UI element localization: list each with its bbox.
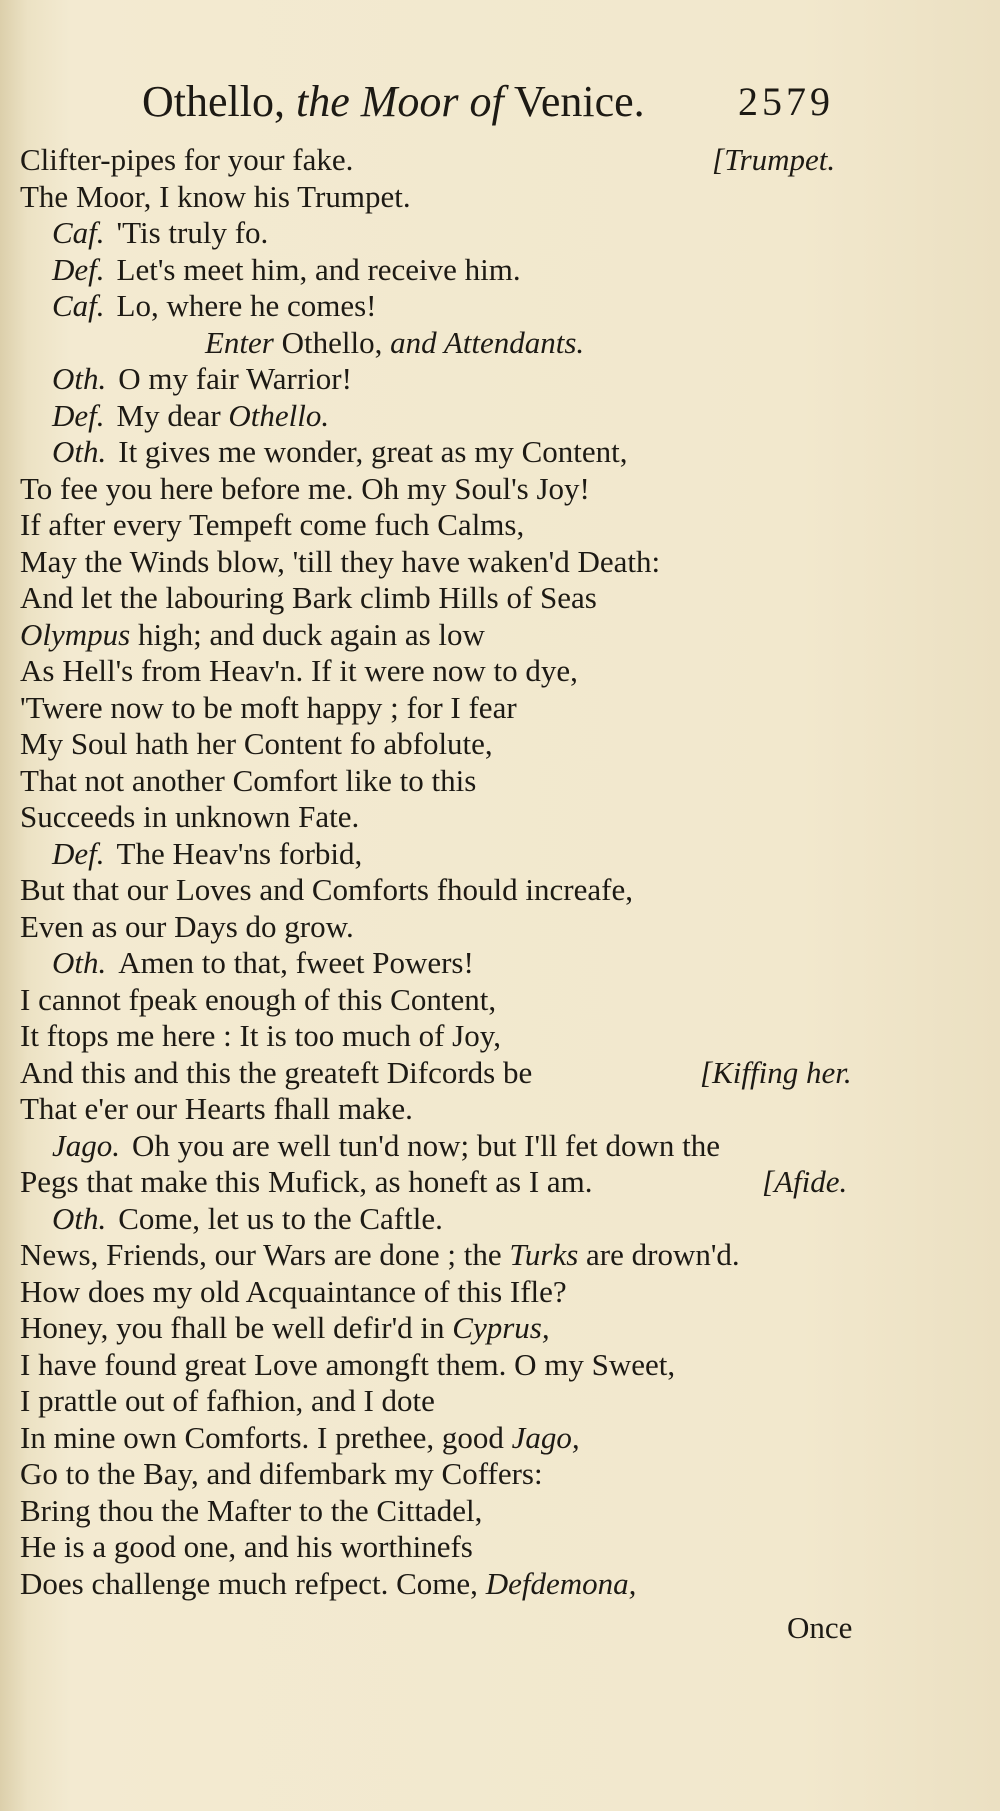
line-content: [20, 799, 359, 836]
line-content: [20, 1493, 482, 1530]
line-text: Even as our Days do grow.: [20, 908, 354, 944]
text-line: [0, 1529, 1000, 1566]
line-content: [20, 763, 476, 800]
character-name: Othello,: [281, 324, 383, 360]
italic-word: Turks: [509, 1237, 579, 1272]
line-content: [20, 690, 517, 727]
text-line: [0, 1164, 1000, 1201]
running-title: [142, 76, 645, 127]
line-text: Come, let us to the Caftle.: [118, 1200, 443, 1236]
stage-direction-word: and Attendants.: [390, 324, 585, 360]
play-text: [0, 142, 1000, 1602]
text-line: [0, 361, 1000, 398]
line-text: To fee you here before me. Oh my Soul's Joy!: [20, 470, 590, 506]
text-line: [0, 1347, 1000, 1384]
speaker-prefix: Oth.: [52, 945, 107, 980]
line-text: Amen to that, fweet Powers!: [118, 945, 474, 980]
line-text: That not another Comfort like to this: [20, 762, 477, 798]
line-text: O my fair Warrior!: [118, 361, 352, 396]
line-content: [20, 982, 496, 1019]
line-text: I have found great Love amongft them. O my Sweet,: [20, 1346, 676, 1382]
line-text: Pegs that make this Mufick, as honeft as I am.: [20, 1164, 593, 1199]
line-text: Does challenge much refpect. Come,: [20, 1565, 478, 1601]
text-line: [0, 1383, 1000, 1420]
line-content: [52, 215, 268, 252]
line-content: [52, 288, 377, 325]
line-content: [20, 1566, 636, 1603]
line-text: He is a good one, and his worthinefs: [20, 1529, 473, 1564]
stage-note: [Trumpet.: [712, 142, 836, 177]
text-line: [0, 544, 1000, 581]
line-text: 'Tis truly fo.: [116, 215, 269, 250]
stage-direction: [0, 325, 1000, 362]
line-text: It ftops me here : It is too much of Joy,: [20, 1018, 501, 1053]
line-content: [20, 1055, 532, 1092]
line-text: The Heav'ns forbid,: [116, 835, 363, 871]
text-line: [0, 142, 1000, 179]
text-line: [0, 1310, 1000, 1347]
line-text: And let the labouring Bark climb Hills of Seas: [20, 580, 597, 615]
line-content: [52, 361, 352, 398]
line-content: [20, 179, 411, 216]
line-content: [52, 1128, 720, 1165]
title-epithet: the Moor of: [295, 77, 504, 126]
line-text: I cannot fpeak enough of this Content,: [20, 981, 497, 1017]
italic-word: Jago,: [511, 1419, 580, 1455]
text-line: [0, 909, 1000, 946]
line-content: [20, 909, 354, 946]
title-place: Venice.: [513, 77, 645, 126]
text-line: [0, 1128, 1000, 1165]
speaker-prefix: Oth.: [52, 434, 107, 469]
italic-word: Othello.: [228, 397, 330, 433]
speaker-prefix: Oth.: [52, 1200, 107, 1236]
text-line: [0, 1018, 1000, 1055]
text-line: [0, 215, 1000, 252]
text-line: [0, 872, 1000, 909]
text-line: [0, 1091, 1000, 1128]
line-content: [20, 507, 524, 544]
line-text: How does my old Acquaintance of this Ifle?: [20, 1273, 567, 1309]
text-line: [0, 982, 1000, 1019]
text-line: [0, 1201, 1000, 1238]
speaker-prefix: Def.: [52, 835, 105, 871]
line-content: [20, 1274, 567, 1311]
speaker-prefix: Oth.: [52, 361, 107, 396]
running-header: [0, 76, 1000, 136]
line-text: News, Friends, our Wars are done ; the: [20, 1237, 502, 1272]
italic-word: Defdemona,: [485, 1565, 637, 1601]
text-line: [0, 690, 1000, 727]
line-content: [20, 872, 633, 909]
catchword: Once: [787, 1610, 853, 1645]
line-text: The Moor, I know his Trumpet.: [20, 178, 411, 214]
line-content: [20, 1091, 413, 1128]
line-text: And this and this the greateft Difcords be: [20, 1054, 533, 1090]
speaker-prefix: Def.: [52, 397, 105, 433]
stage-note: [Afide.: [762, 1164, 848, 1199]
text-line: [0, 507, 1000, 544]
line-text: My Soul hath her Content fo abfolute,: [20, 726, 493, 761]
text-line: [0, 945, 1000, 982]
line-text: Succeeds in unknown Fate.: [20, 799, 360, 834]
line-text: If after every Tempeft come fuch Calms,: [20, 507, 525, 542]
text-line: [0, 1456, 1000, 1493]
line-text: I prattle out of fafhion, and I dote: [20, 1383, 435, 1418]
text-line: [0, 252, 1000, 289]
text-line: [0, 763, 1000, 800]
text-line: [0, 580, 1000, 617]
speaker-prefix: Caf.: [52, 288, 105, 323]
text-line: [0, 1055, 1000, 1092]
line-text: It gives me wonder, great as my Content,: [118, 434, 628, 469]
line-text: high; and duck again as low: [137, 616, 485, 652]
line-text: 'Twere now to be moft happy ; for I fear: [20, 689, 517, 725]
line-content: [20, 1420, 580, 1457]
text-line: [0, 1237, 1000, 1274]
line-content: [52, 252, 521, 289]
line-content: [20, 580, 597, 617]
line-text: Go to the Bay, and difembark my Coffers:: [20, 1456, 543, 1491]
line-content: [20, 1310, 550, 1347]
text-line: [0, 726, 1000, 763]
line-content: [20, 1529, 473, 1566]
line-content: [20, 653, 578, 690]
line-text: Clifter-pipes for your fake.: [20, 142, 354, 177]
text-line: [0, 179, 1000, 216]
speaker-prefix: Def.: [52, 251, 105, 287]
line-text: Bring thou the Mafter to the Cittadel,: [20, 1492, 483, 1528]
line-text: Lo, where he comes!: [116, 288, 377, 323]
text-line: [0, 1274, 1000, 1311]
line-content: [20, 1347, 675, 1384]
stage-direction-word: Enter: [205, 324, 274, 360]
line-content: [20, 544, 660, 581]
text-line: [0, 471, 1000, 508]
text-line: [0, 836, 1000, 873]
line-text: But that our Loves and Comforts fhould increafe,: [20, 872, 633, 907]
text-line: [0, 1566, 1000, 1603]
line-content: [20, 1164, 593, 1201]
line-content: [52, 945, 474, 982]
line-content: [52, 836, 362, 873]
line-content: [20, 1383, 435, 1420]
text-line: [0, 617, 1000, 654]
title-play: Othello,: [142, 77, 285, 126]
text-line: [0, 288, 1000, 325]
line-text: That e'er our Hearts fhall make.: [20, 1091, 413, 1126]
text-line: [0, 1420, 1000, 1457]
line-content: [205, 325, 584, 362]
text-line: [0, 398, 1000, 435]
line-text: Let's meet him, and receive him.: [116, 251, 521, 287]
italic-word: Cyprus,: [452, 1310, 550, 1345]
line-text: In mine own Comforts. I prethee, good: [20, 1419, 504, 1455]
line-text: Oh you are well tun'd now; but I'll fet down the: [132, 1127, 721, 1163]
line-content: [20, 142, 353, 179]
text-line: [0, 653, 1000, 690]
text-line: [0, 434, 1000, 471]
line-text-tail: are drown'd.: [586, 1237, 740, 1272]
line-text: As Hell's from Heav'n. If it were now to dye,: [20, 653, 578, 688]
line-content: [20, 471, 590, 508]
speaker-prefix: Jago.: [52, 1127, 121, 1163]
text-line: [0, 799, 1000, 836]
line-content: [52, 398, 329, 435]
italic-word: Olympus: [20, 616, 131, 652]
page-number: 2579: [738, 79, 834, 124]
line-text: Honey, you fhall be well defir'd in: [20, 1310, 445, 1345]
line-text: May the Winds blow, 'till they have waken'd Death:: [20, 543, 661, 579]
line-text: My dear: [116, 397, 221, 433]
line-content: [20, 1237, 740, 1274]
text-line: [0, 1493, 1000, 1530]
line-content: [52, 1201, 443, 1238]
stage-note: [Kiffing her.: [700, 1054, 852, 1090]
line-content: [20, 1018, 501, 1055]
line-content: [20, 726, 493, 763]
line-content: [20, 1456, 543, 1493]
speaker-prefix: Caf.: [52, 215, 105, 250]
line-content: [52, 434, 628, 471]
line-content: [20, 617, 485, 654]
